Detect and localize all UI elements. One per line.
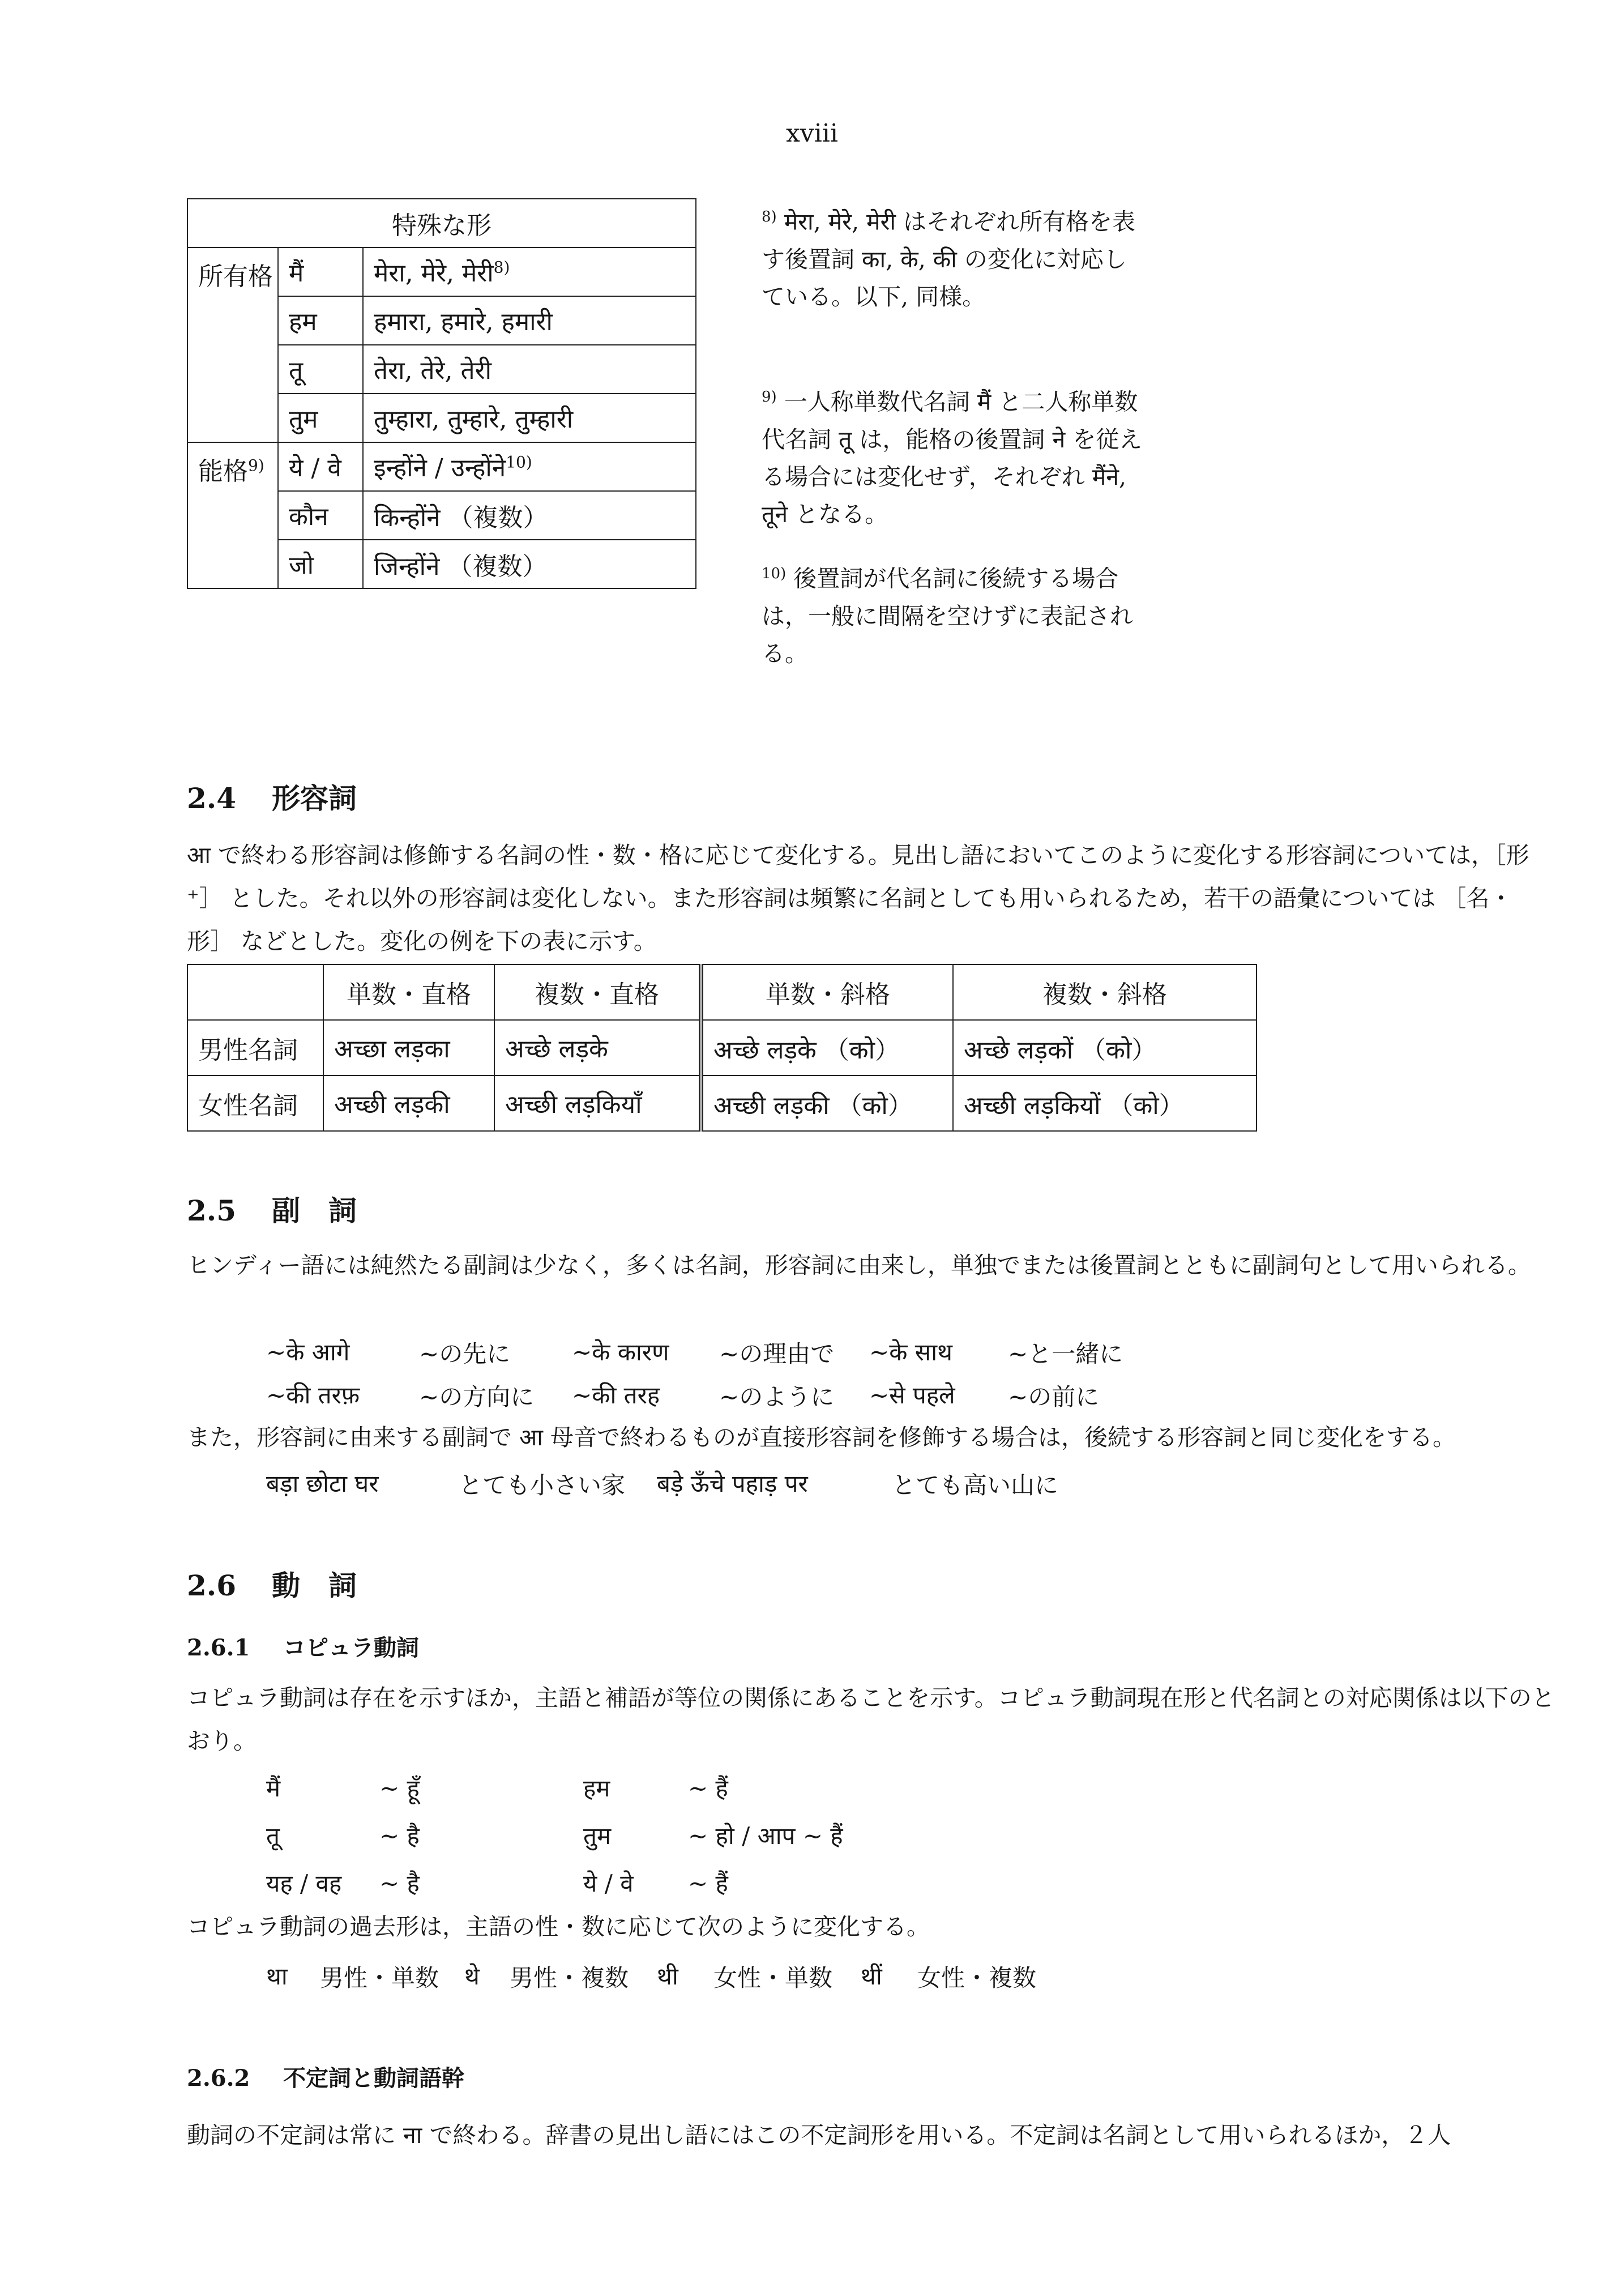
copula-pronoun: मैं [266, 1774, 281, 1802]
column-header: 複数・直格 [494, 964, 701, 1020]
section-heading-2-5: 2.5 副 詞 [187, 1194, 357, 1227]
paragraph-copula: コピュラ動詞は存在を示すほか，主語と補語が等位の関係にあることを示す。コピュラ動詞現在形と代名詞との対応関係は以下のとおり。 [187, 1684, 1555, 1755]
adverb-gloss: ~のように [719, 1383, 835, 1411]
paragraph-copula-past: コピュラ動詞の過去形は，主語の性・数に応じて次のように変化する。 [187, 1913, 930, 1940]
adverb-gloss: ~の先に [419, 1340, 511, 1368]
pronoun-cell: ये / वे [278, 442, 363, 491]
adverb-gloss: とても高い山に [892, 1471, 1059, 1499]
table-header: 特殊な形 [187, 199, 696, 247]
subsection-heading-2-6-1: 2.6.1 コピュラ動詞 [187, 1634, 419, 1661]
past-form: था [266, 1962, 288, 1990]
adverb-example: ~से पहले [869, 1381, 955, 1409]
copula-form: ~ है [379, 1870, 420, 1897]
table-cell: अच्छे लड़कों （को） [953, 1020, 1257, 1075]
adverb-gloss: とても小さい家 [459, 1471, 626, 1499]
pronoun-cell: कौन [278, 491, 363, 540]
row-label: 男性名詞 [187, 1020, 323, 1075]
past-form: थे [464, 1962, 480, 1990]
copula-form: ~ हूँ [379, 1774, 420, 1802]
table-cell: अच्छी लड़की （को） [701, 1075, 953, 1131]
past-form: थी [657, 1962, 678, 1990]
footnote-10: $^{10)}$ 後置詞が代名詞に後続する場合は，一般に間隔を空けずに表記される。 [762, 565, 1133, 667]
copula-pronoun: तुम [583, 1822, 612, 1850]
table-cell: अच्छी लड़कियाँ [494, 1075, 701, 1131]
copula-form: ~ है [379, 1822, 420, 1850]
adverb-gloss: ~の前に [1008, 1383, 1100, 1411]
copula-pronoun: हम [583, 1774, 610, 1802]
copula-form: ~ हैं [688, 1774, 728, 1802]
past-gloss: 女性・単数 [713, 1964, 833, 1992]
adverb-example: बड़ा छोटा घर [266, 1470, 379, 1497]
paragraph-adverbs: ヒンディー語には純然たる副詞は少なく，多くは名詞，形容詞に由来し，単独でまたは後置詞とともに副詞句として用いられる。 [187, 1252, 1531, 1279]
past-gloss: 女性・複数 [917, 1964, 1037, 1992]
section-heading-2-6: 2.6 動 詞 [187, 1569, 357, 1602]
copula-pronoun: तू [266, 1822, 280, 1850]
special-forms-table [187, 198, 696, 589]
adverb-example: ~के साथ [869, 1338, 952, 1366]
page-number: xviii [786, 119, 838, 148]
paragraph-adverb-agreement: また，形容詞に由来する副詞で आ 母音で終わるものが直接形容詞を修飾する場合は，後続する形容詞と同じ変化をする。 [187, 1424, 1456, 1451]
forms-cell: तुम्हारा, तुम्हारे, तुम्हारी [363, 394, 696, 442]
forms-cell: तेरा, तेरे, तेरी [363, 345, 696, 394]
footnote-8: $^{8)}$ मेरा, मेरे, मेरी はそれぞれ所有格を表す後置詞 का, के, की の変化に対応している。以下, 同様。 [762, 208, 1135, 310]
forms-cell: हमारा, हमारे, हमारी [363, 296, 696, 345]
column-header: 単数・斜格 [701, 964, 953, 1020]
table-cell: अच्छी लड़की [323, 1075, 494, 1131]
pronoun-cell: जो [278, 540, 363, 588]
table-cell: अच्छा लड़का [323, 1020, 494, 1075]
table-cell: अच्छे लड़के （को） [701, 1020, 953, 1075]
copula-pronoun: यह / वह [266, 1870, 342, 1897]
column-header: 単数・直格 [323, 964, 494, 1020]
forms-cell: किन्होंने （複数） [363, 491, 696, 540]
copula-form: ~ हो / आप ~ हैं [688, 1822, 843, 1850]
forms-cell: मेरा, मेरे, मेरी$^{8)}$ [363, 247, 696, 296]
past-gloss: 男性・単数 [320, 1964, 439, 1992]
adverb-gloss: ~の方向に [419, 1383, 535, 1411]
past-gloss: 男性・複数 [510, 1964, 629, 1992]
adverb-example: ~के कारण [572, 1338, 669, 1366]
adverb-gloss: ~と一緒に [1008, 1340, 1123, 1368]
subsection-heading-2-6-2: 2.6.2 不定詞と動詞語幹 [187, 2065, 464, 2092]
adverb-example: बड़े ऊँचे पहाड़ पर [657, 1470, 808, 1497]
forms-cell: इन्होंने / उन्होंने$^{10)}$ [363, 442, 696, 491]
table-cell: अच्छी लड़कियों （को） [953, 1075, 1257, 1131]
column-header: 複数・斜格 [953, 964, 1257, 1020]
table-cell: अच्छे लड़के [494, 1020, 701, 1075]
paragraph-adjectives: आ で終わる形容詞は修飾する名詞の性・数・格に応じて変化する。見出し語においてこのように変化する形容詞については，［形⁺］ とした。それ以外の形容詞は変化しない。また形容詞は頻繁に名詞としても用いられるため，若干の語彙については ［名・形］ などとした。変化の例を下の表に示す。 [187, 842, 1529, 955]
forms-cell: जिन्होंने （複数） [363, 540, 696, 588]
possessive-label: 所有格 [187, 247, 278, 442]
row-label: 女性名詞 [187, 1075, 323, 1131]
adverb-example: ~की तरफ़ [266, 1381, 360, 1409]
copula-form: ~ हैं [688, 1870, 728, 1897]
section-heading-2-4: 2.4 形容詞 [187, 782, 357, 815]
adverb-gloss: ~の理由で [719, 1340, 835, 1368]
pronoun-cell: तू [278, 345, 363, 394]
past-form: थीं [861, 1962, 882, 1990]
pronoun-cell: हम [278, 296, 363, 345]
copula-pronoun: ये / वे [583, 1870, 634, 1897]
pronoun-cell: मैं [278, 247, 363, 296]
ergative-label: 能格$^{9)}$ [187, 442, 278, 588]
adjective-table [187, 964, 1257, 1132]
paragraph-infinitive: 動詞の不定詞は常に ना で終わる。辞書の見出し語にはこの不定詞形を用いる。不定詞は名詞として用いられるほか，２人 [187, 2122, 1451, 2149]
corner-cell [187, 964, 323, 1020]
footnote-9: $^{9)}$ 一人称単数代名詞 मैं と二人称単数代名詞 तू は，能格の後置詞 ने を従える場合には変化せず，それぞれ मैंने, तूने となる。 [762, 388, 1143, 528]
adverb-example: ~की तरह [572, 1381, 660, 1409]
pronoun-cell: तुम [278, 394, 363, 442]
adverb-example: ~के आगे [266, 1338, 350, 1366]
